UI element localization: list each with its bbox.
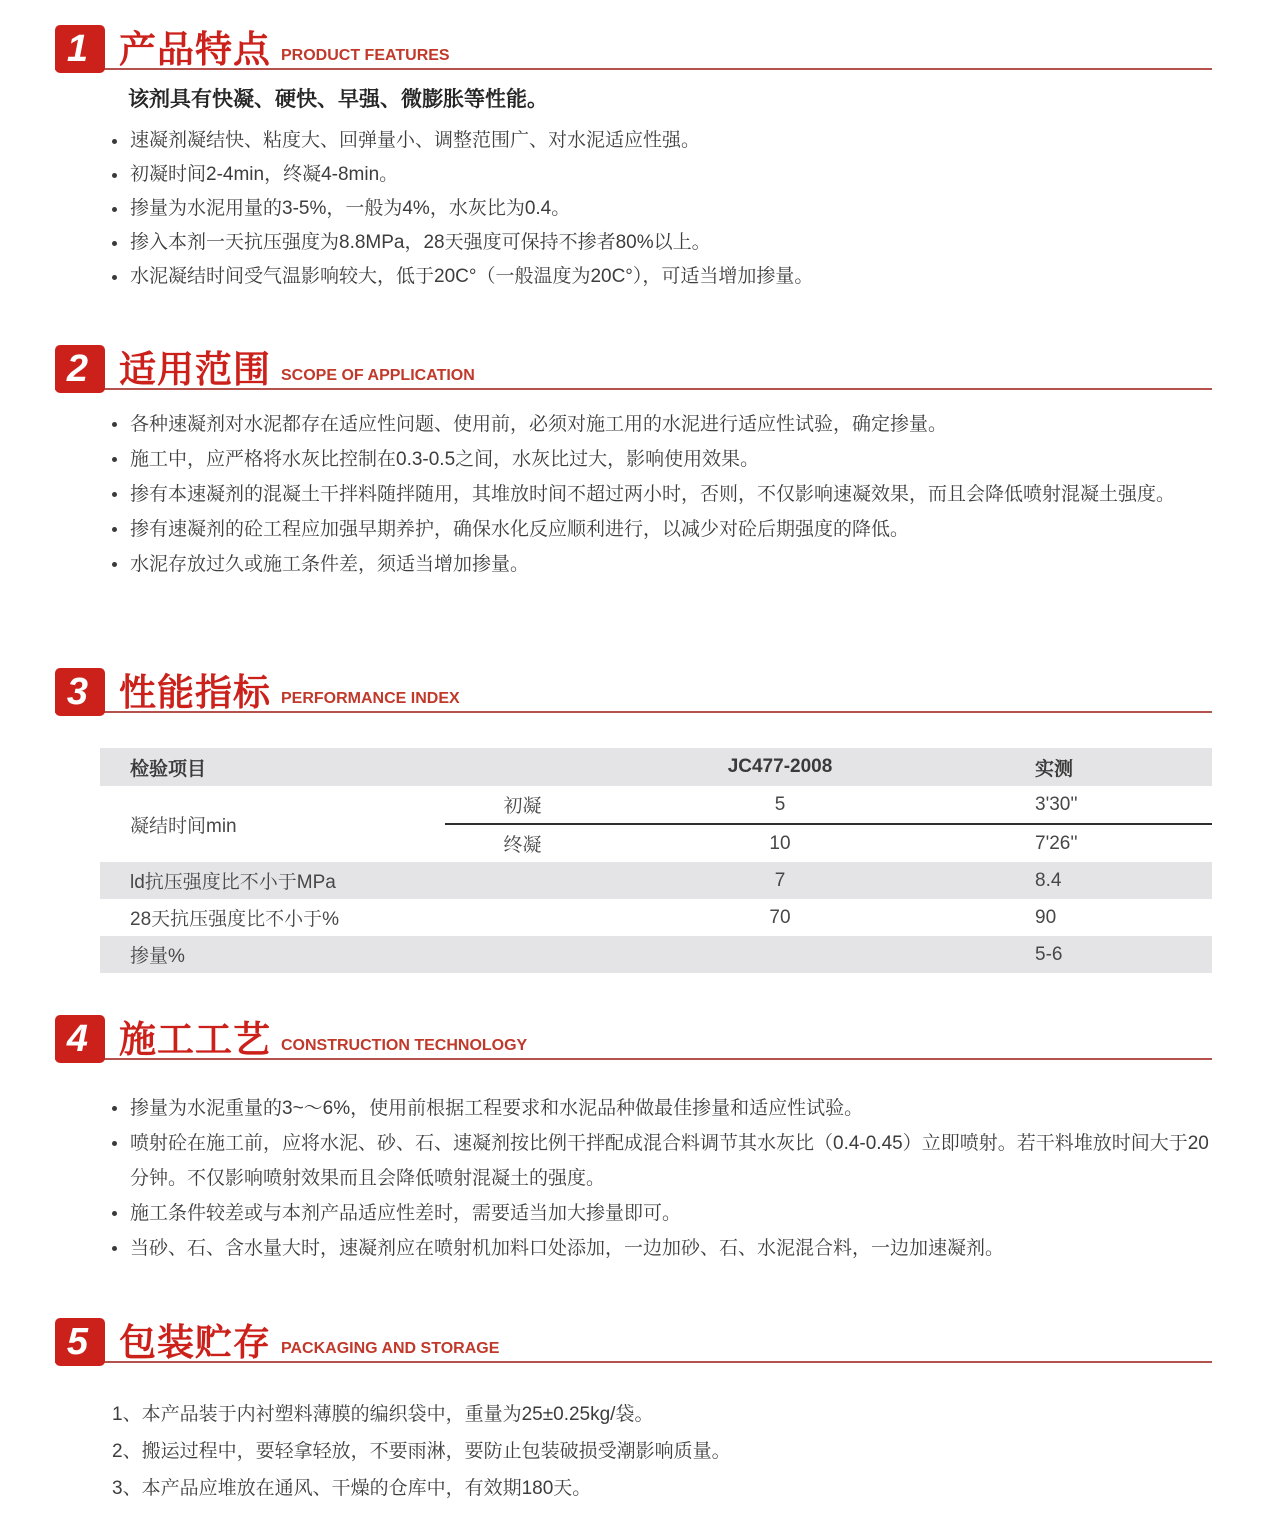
section-titles [119,672,460,714]
bullet-dot-icon [112,1211,117,1216]
bullet-dot-icon [112,562,117,567]
performance-table [100,748,1212,973]
table-row-1d-strength [100,862,1212,899]
bullet-dot-icon [112,241,117,246]
section-title-en: PERFORMANCE INDEX [281,690,460,707]
bullet-text: 掺量为水泥用量的3-5%，一般为4%，水灰比为0.4。 [130,198,571,219]
bullet-dot-icon [112,173,117,178]
measured-value: 3'30'' [1035,793,1078,815]
standard-value: 7 [774,869,786,891]
list-item: 3、本产品应堆放在通风、干燥的仓库中，有效期180天。 [112,1478,592,1499]
table-row-initial-set [100,786,1212,823]
standard-value: 10 [769,832,791,854]
bullet-dot-icon [112,1141,117,1146]
section-product-features [55,25,1212,294]
bullet-dot-icon [112,492,117,497]
section-performance-index [55,668,1212,973]
section-title-en: CONSTRUCTION TECHNOLOGY [281,1037,528,1054]
bullet-dot-icon [112,457,117,462]
section-title-zh: 包装贮存 [119,1322,271,1363]
measured-value: 8.4 [1035,869,1062,891]
section-title-zh: 性能指标 [119,672,271,713]
bullet-dot-icon [112,139,117,144]
section-number-badge [55,1318,105,1366]
setting-time-label: 凝结时间min [130,815,237,837]
section-number: 4 [66,1017,89,1060]
bullet-text: 喷射砼在施工前，应将水泥、砂、石、速凝剂按比例干拌配成混合料调节其水灰比（0.4-0.45）立即喷射。若干料堆放时间大于20分钟。不仅影响喷射效果而且会降低喷射混凝土的强度。 [130,1133,1209,1189]
features-intro-text: 该剂具有快凝、硬快、早强、微膨胀等性能。 [128,88,548,111]
col-header-item: 检验项目 [130,758,207,780]
section-number-badge [55,25,105,73]
bullet-item [112,158,1212,192]
section-scope-of-application [55,345,1212,582]
scope-bullet-list [112,407,1212,582]
bullet-text: 初凝时间2-4min，终凝4-8min。 [130,164,399,185]
bullet-item [112,1231,1212,1266]
section-number: 3 [66,670,89,713]
measured-value: 90 [1035,906,1057,928]
bullet-dot-icon [112,207,117,212]
measured-value: 5-6 [1035,943,1063,965]
sub-label: 初凝 [503,796,542,817]
col-header-measured: 实测 [1035,758,1074,780]
bullet-item [112,442,1212,477]
standard-value: 70 [769,906,791,928]
bullet-text: 掺入本剂一天抗压强度为8.8MPa，28天强度可保持不掺者80%以上。 [130,232,711,253]
bullet-dot-icon [112,1106,117,1111]
section-header [55,1318,1212,1366]
bullet-item [112,1196,1212,1231]
bullet-text: 水泥存放过久或施工条件差，须适当增加掺量。 [130,554,530,575]
section-titles [119,29,450,71]
bullet-text: 速凝剂凝结快、粘度大、回弹量小、调整范围广、对水泥适应性强。 [130,130,701,151]
bullet-dot-icon [112,527,117,532]
features-bullet-list [112,124,1212,294]
bullet-text: 掺有本速凝剂的混凝土干拌料随拌随用，其堆放时间不超过两小时，否则，不仅影响速凝效果，而且会降低喷射混凝土强度。 [130,484,1176,505]
table-row-final-set [100,825,1212,862]
section-titles [119,349,475,391]
section-header [55,345,1212,393]
bullet-item [112,226,1212,260]
bullet-text: 掺量为水泥重量的3~～6%，使用前根据工程要求和水泥品种做最佳掺量和适应性试验。 [130,1098,864,1119]
bullet-dot-icon [112,1246,117,1251]
setting-time-block [100,786,1212,862]
bullet-item [112,1091,1212,1126]
section-header [55,25,1212,73]
section-title-zh: 适用范围 [119,349,271,390]
bullet-text: 施工中，应严格将水灰比控制在0.3-0.5之间，水灰比过大，影响使用效果。 [130,449,760,470]
bullet-dot-icon [112,422,117,427]
section-title-zh: 施工工艺 [119,1019,271,1060]
construction-bullet-list [112,1091,1212,1266]
table-row-dosage [100,936,1212,973]
table-header-row [100,748,1212,786]
list-item: 2、搬运过程中，要轻拿轻放，不要雨淋，要防止包装破损受潮影响质量。 [112,1441,731,1462]
section-title-en: PACKAGING AND STORAGE [281,1340,500,1357]
section-packaging-storage [55,1318,1212,1507]
section-number: 1 [66,27,89,70]
bullet-text: 掺有速凝剂的砼工程应加强早期养护，确保水化反应顺利进行，以减少对砼后期强度的降低。 [130,519,910,540]
list-item: 1、本产品装于内衬塑料薄膜的编织袋中，重量为25±0.25kg/袋。 [112,1404,654,1425]
section-construction-technology [55,1015,1212,1266]
section-number-badge [55,1015,105,1063]
section-number-badge [55,345,105,393]
section-number: 2 [66,347,89,390]
section-number-badge [55,668,105,716]
bullet-item [112,512,1212,547]
measured-value: 7'26'' [1035,832,1078,854]
section-header [55,1015,1212,1063]
bullet-item [112,124,1212,158]
bullet-item [112,260,1212,294]
section-titles [119,1322,499,1364]
table-row-28d-strength [100,899,1212,936]
col-header-standard: JC477-2008 [727,756,833,777]
section-title-zh: 产品特点 [119,29,271,70]
bullet-text: 水泥凝结时间受气温影响较大，低于20C°（一般温度为20C°），可适当增加掺量。 [130,266,814,287]
standard-value: 5 [774,793,786,815]
row-label: 28天抗压强度比不小于% [130,909,340,930]
bullet-item [112,477,1212,512]
section-titles [119,1019,527,1061]
bullet-item [112,192,1212,226]
bullet-text: 施工条件较差或与本剂产品适应性差时，需要适当加大掺量即可。 [130,1203,682,1224]
bullet-item [112,407,1212,442]
sub-label: 终凝 [503,835,542,856]
bullet-text: 各种速凝剂对水泥都存在适应性问题、使用前，必须对施工用的水泥进行适应性试验，确定掺量。 [130,414,948,435]
bullet-item [112,547,1212,582]
section-title-en: SCOPE OF APPLICATION [281,367,475,384]
bullet-dot-icon [112,275,117,280]
section-number: 5 [66,1320,89,1363]
packaging-item-list [112,1396,1212,1507]
section-header [55,668,1212,716]
bullet-item [112,1126,1212,1196]
row-label: ld抗压强度比不小于MPa [130,872,336,893]
row-label: 掺量% [130,946,185,967]
section-title-en: PRODUCT FEATURES [281,47,450,64]
bullet-text: 当砂、石、含水量大时，速凝剂应在喷射机加料口处添加，一边加砂、石、水泥混合料，一边加速凝剂。 [130,1238,1005,1259]
